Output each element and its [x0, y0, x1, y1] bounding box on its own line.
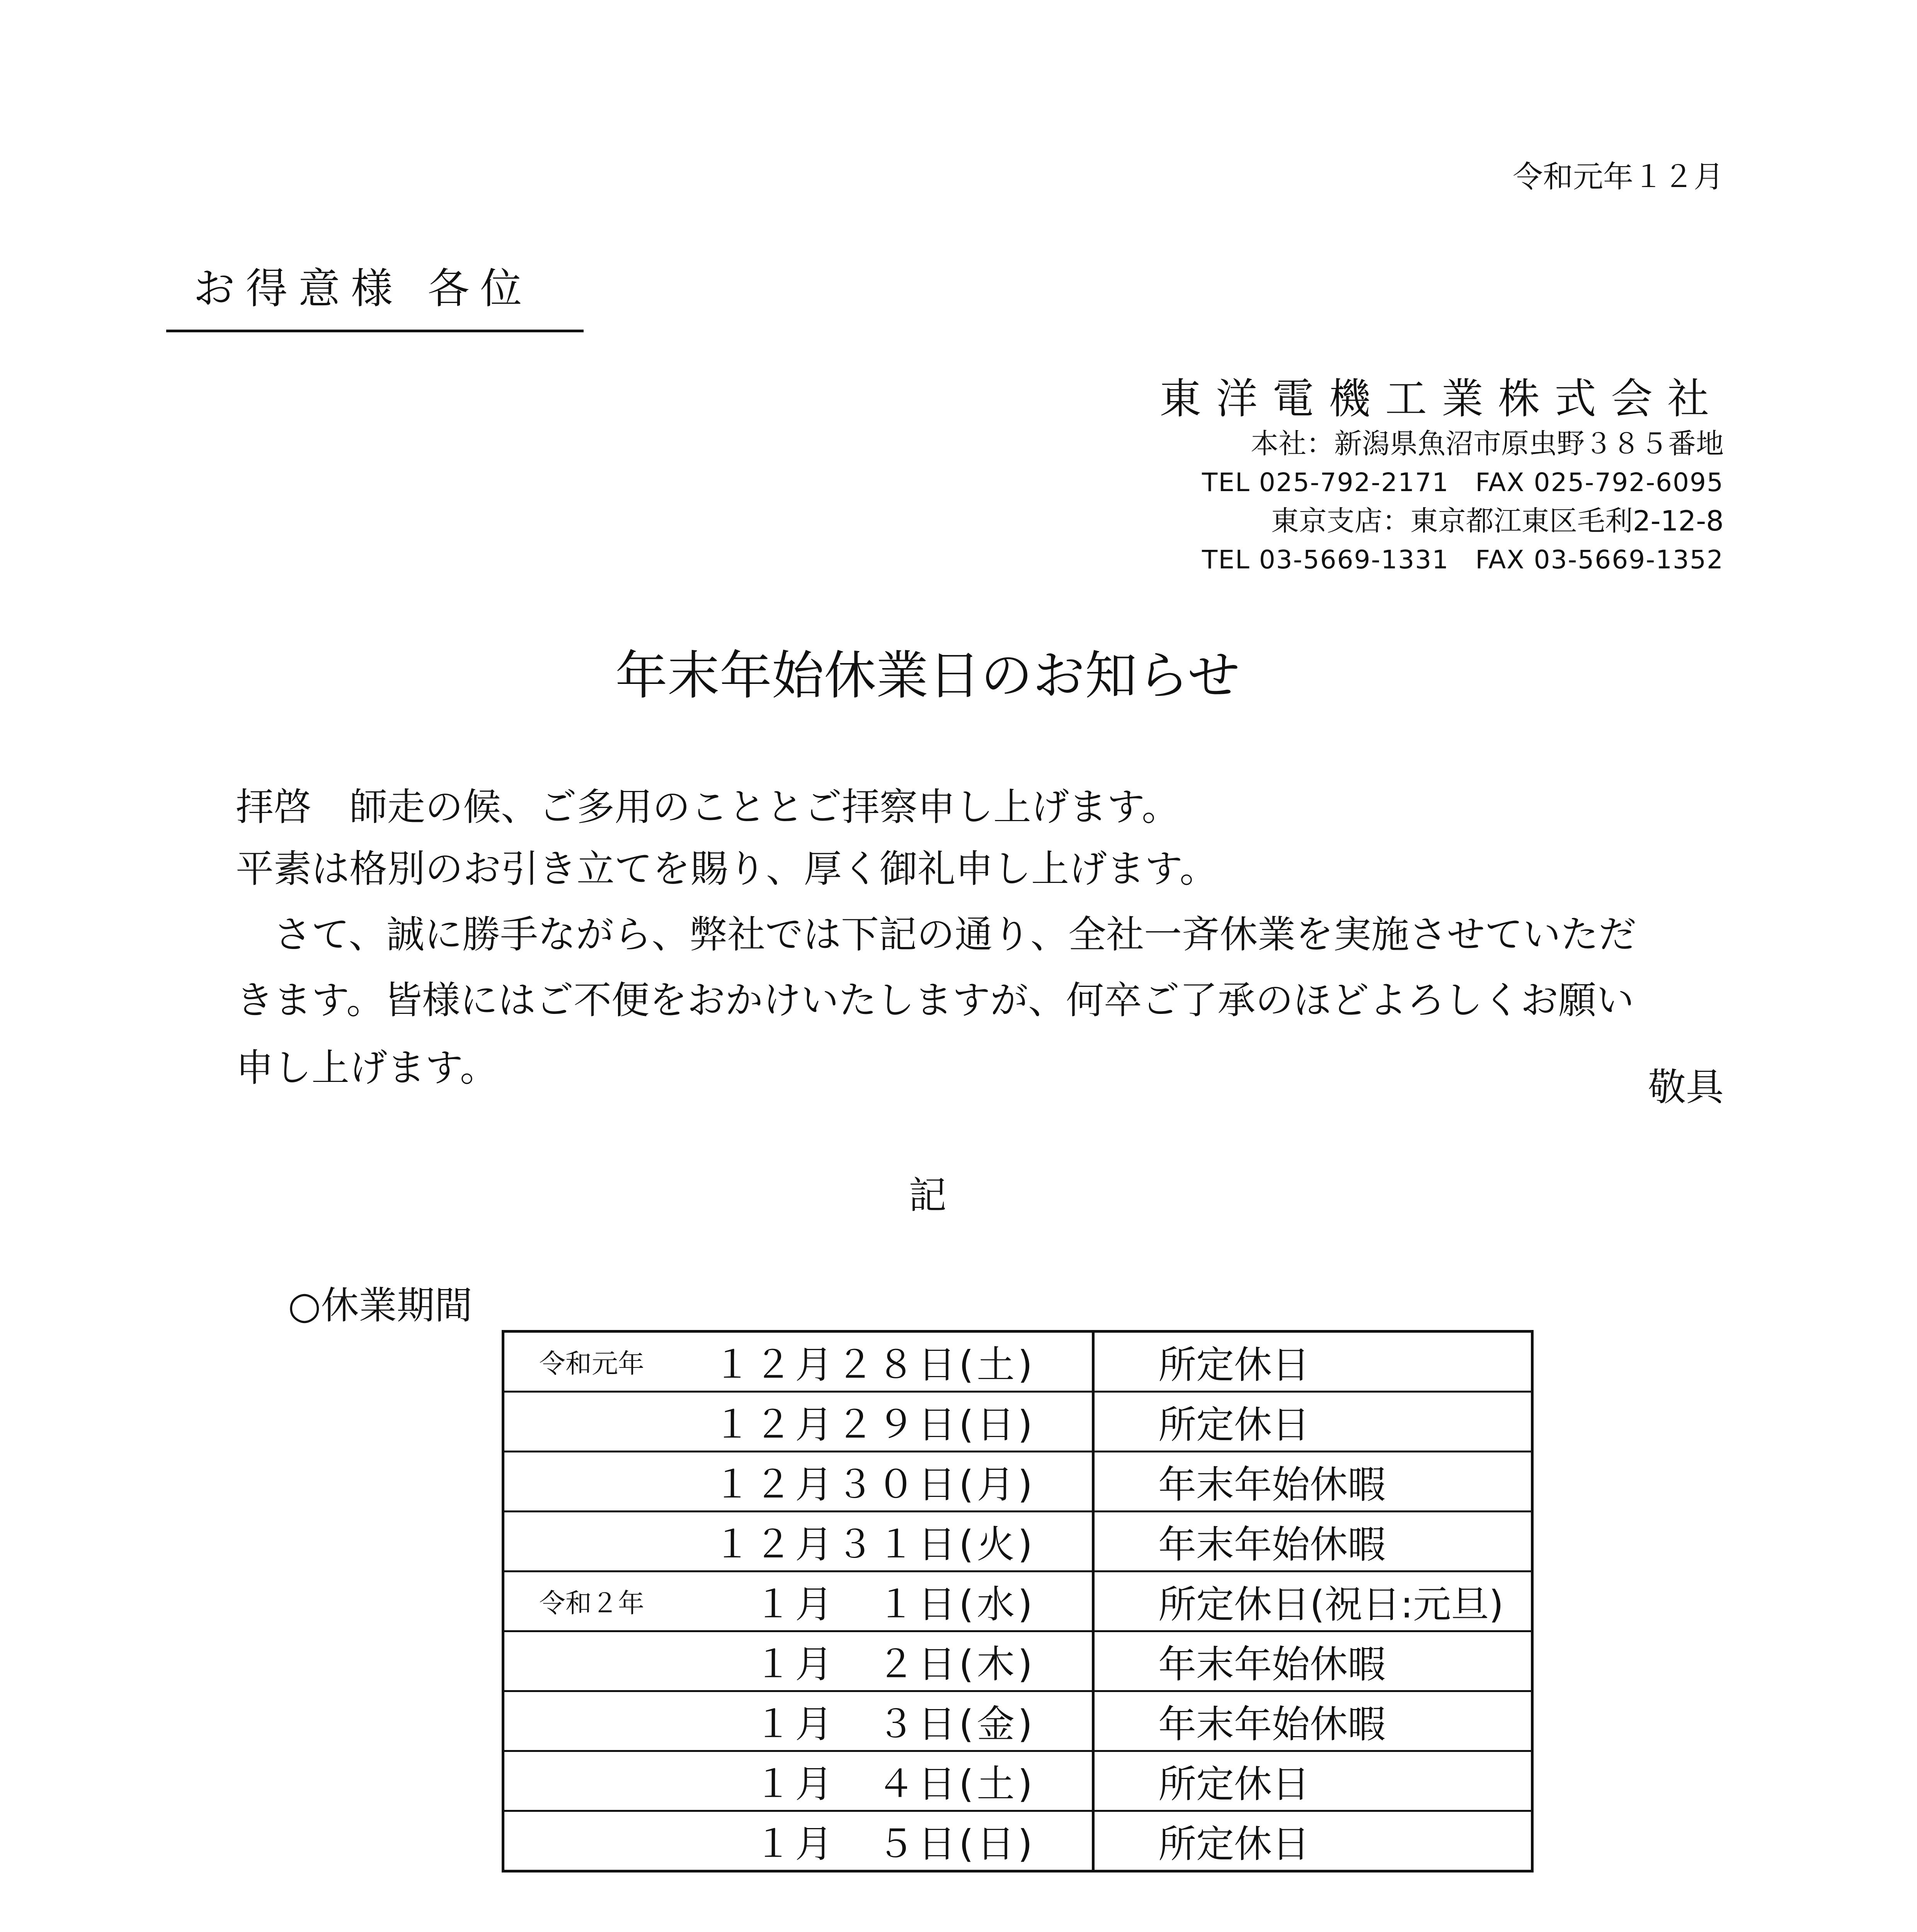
holiday-type: 所定休日 — [1093, 1332, 1532, 1392]
body-line: きます。皆様にはご不便をおかけいたしますが、何卒ご了承のほどよろしくお願い — [236, 978, 1634, 1022]
date-cell — [503, 1332, 1093, 1392]
holiday-date: １月 ３日(金) — [713, 1702, 1036, 1747]
holiday-date: １月 ４日(土) — [713, 1762, 1036, 1806]
body-line: さて、誠に勝手ながら、弊社では下記の通り、全社一斉休業を実施させていただ — [236, 913, 1637, 957]
holiday-date: １２月３０日(月) — [713, 1463, 1036, 1507]
body-line: 平素は格別のお引き立てを賜り、厚く御礼申し上げます。 — [236, 847, 1218, 891]
recipient-line: お得意様 各位 — [166, 255, 584, 332]
body-line: 申し上げます。 — [236, 1046, 498, 1090]
holiday-type: 年末年始休暇 — [1093, 1631, 1532, 1691]
holiday-type: 年末年始休暇 — [1093, 1691, 1532, 1751]
holiday-type: 所定休日(祝日:元旦) — [1093, 1571, 1532, 1631]
date-cell — [503, 1751, 1093, 1811]
holiday-date: １月 ５日(日) — [713, 1822, 1036, 1866]
table-row — [503, 1512, 1532, 1571]
table-row — [503, 1751, 1532, 1811]
holiday-date: １２月２９日(日) — [713, 1403, 1036, 1447]
holiday-date: １２月３１日(火) — [713, 1522, 1036, 1567]
tokyo-branch-address: 東京支店：東京都江東区毛利2-12-8 — [1271, 505, 1724, 537]
table-row — [503, 1332, 1532, 1392]
holiday-date: １２月２８日(土) — [713, 1343, 1036, 1387]
period-label: ○休業期間 — [288, 1284, 473, 1328]
holiday-type: 年末年始休暇 — [1093, 1452, 1532, 1512]
date-cell — [503, 1571, 1093, 1631]
head-office-tel-fax: TEL 025-792-2171 FAX 025-792-6095 — [1202, 468, 1724, 497]
holiday-type: 所定休日 — [1093, 1392, 1532, 1452]
ki-heading: 記 — [908, 1173, 947, 1218]
document-date: 令和元年１２月 — [1512, 160, 1724, 194]
table-row — [503, 1691, 1532, 1751]
closing-keigu: 敬具 — [1648, 1065, 1724, 1109]
table-row — [503, 1571, 1532, 1631]
table-row — [503, 1392, 1532, 1452]
holiday-type: 年末年始休暇 — [1093, 1512, 1532, 1571]
date-cell — [503, 1452, 1093, 1512]
head-office-address: 本社：新潟県魚沼市原虫野３８５番地 — [1250, 427, 1724, 460]
holiday-date: １月 ２日(木) — [713, 1642, 1036, 1687]
holiday-table — [502, 1330, 1534, 1872]
date-cell — [503, 1811, 1093, 1871]
holiday-type: 所定休日 — [1093, 1751, 1532, 1811]
table-row — [503, 1452, 1532, 1512]
body-line: 拝啓 師走の候、ご多用のこととご拝察申し上げます。 — [236, 785, 1180, 829]
date-cell — [503, 1392, 1093, 1452]
holiday-type: 所定休日 — [1158, 1822, 1310, 1866]
holiday-date: １月 １日(水) — [713, 1582, 1036, 1627]
page-title: 年末年始休業日のお知らせ — [615, 645, 1240, 706]
date-cell — [503, 1691, 1093, 1751]
era-label: 令和２年 — [539, 1588, 645, 1619]
company-name: 東洋電機工業株式会社 — [1159, 375, 1724, 423]
tokyo-branch-tel-fax: TEL 03-5669-1331 FAX 03-5669-1352 — [1202, 545, 1724, 575]
era-label: 令和元年 — [539, 1349, 645, 1379]
table-row — [503, 1811, 1532, 1871]
table-row — [503, 1631, 1532, 1691]
date-cell — [503, 1512, 1093, 1571]
date-cell — [503, 1631, 1093, 1691]
